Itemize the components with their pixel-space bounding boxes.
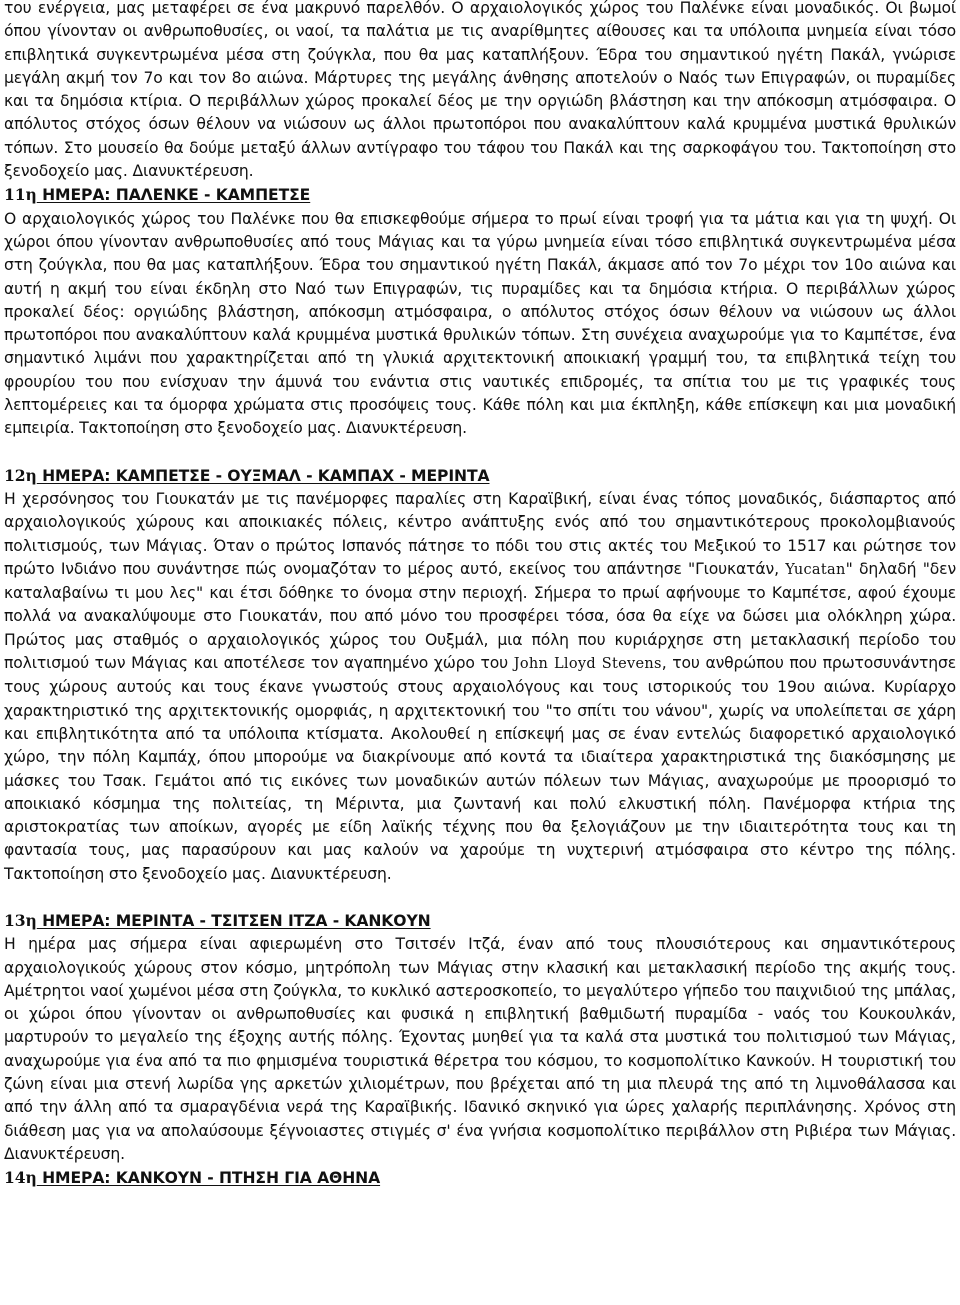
day-12-text-part-a: Η χερσόνησος του Γιουκατάν με τις πανέμορφες παραλίες στη Καραϊβική, είναι ένας τόπος μοναδικός, διάσπαρτος από αρχαιολογικούς χώρους και αποικιακές πόλεις, κέντρο ανάπτυξης ενός από του σημαντικότερους προκολομβιανούς πολιτισμούς, των Μάγιας. Όταν ο πρώτος Ισπανός πάτησε το πόδι του στις ακτές του Μεξικού το 1517 και ρώτησε τον πρώτο Ινδιάνο που συνάντησε πώς ονομαζόταν το μέρος αυτό, εκείνος του απάντησε "Γιουκατάν,	[4, 489, 956, 578]
day-12-text-part-c: , του ανθρώπου που πρωτοσυνάντησε τους χώρους αυτούς και τους έκανε γνωστούς στους αρχαιολόγους και τους ιστορικούς του 19ου αιώνα. Κυρίαρχο χαρακτηριστικό της αρχιτεκτονικής ομορφιάς, η αρχιτεκτονική του "το σπίτι του νάνου", χωρίς να υπολείπεται σε χάρη και επιβλητικότητα από τα υπόλοιπα κτίσματα. Ακολουθεί η επίσκεψή μας σε έναν εντελώς διαφορετικό αρχαιολογικό χώρο, την πόλη Καμπάχ, όπου μπορούμε να διακρίνουμε από κοντά τα ιδιαίτερα χαρακτηριστικά της διακόσμησης με μάσκες του Τσακ. Γεμάτοι από τις εικόνες των μοναδικών αυτών πόλεων των Μάγιας, αναχωρούμε με προορισμό το αποικιακό κόσμημα της πολιτείας, τη Μέριντα, μια ζωντανή και πολύ ελκυστική πόλη. Πανέμορφα κτήρια της αριστοκρατίας των αποίκων, αγορές με είδη λαϊκής τέχνης που θα ξελογιάζουν με την ιδιαιτερότητα τους και τη φαντασία τους, μας παρασύρουν και μας καλούν να χαρούμε τη νυχτερινή ατμόσφαιρα στο κέντρο της πόλης. Τακτοποίηση στο ξενοδοχείο μας. Διανυκτέρευση.	[4, 654, 956, 883]
day-13-paragraph: Η ημέρα μας σήμερα είναι αφιερωμένη στο Τσιτσέν Ιτζά, έναν από τους πλουσιότερους και σημαντικότερους αρχαιολογικούς χώρους στον κόσμο, μητρόπολη των Μάγιας στην κλασική και μετακλασική περίοδο της ακμής τους. Αμέτρητοι ναοί χωμένοι μέσα στη ζούγκλα, το κυκλικό αστεροσκοπείο, το μεγαλύτερο γήπεδο του παιχνιδιού της μπάλας, οι χώροι όπου γίνονταν οι ανθρωποθυσίες και φυσικά η επιβλητική βαθμιδωτή πυραμίδα - ναός του Κουκουλκάν, μαρτυρούν το μεγαλείο της έξοχης αυτής πόλης. Έχοντας μυηθεί για τα καλά στα μυστικά του πολιτισμού των Μάγιας, αναχωρούμε για ένα από τα πιο φημισμένα τουριστικά θέρετρα του κόσμου, το κοσμοπολίτικο Κανκούν. Η τουριστική του ζώνη είναι μια στενή λωρίδα γης αρκετών χιλιομέτρων, που βρέχεται από τη μια πλευρά της από τη λιμνοθάλασσα και από την άλλη από τα σμαραγδένια νερά της Καραϊβικής. Ιδανικό σκηνικό για ώρες χαλαρής περιπλάνησης. Χρόνος στη διάθεση μας για να απολαύσουμε ξέγνοιαστες στιγμές σ' ένα γνήσια κοσμοπολίτικο περιβάλλον στη Ριβιέρα των Μάγιας. Διανυκτέρευση.	[4, 935, 956, 1163]
itinerary-document	[4, 0, 956, 1191]
day-12-title: ΗΜΕΡΑ: ΚΑΜΠΕΤΣΕ - ΟΥΞΜΑΛ - ΚΑΜΠΑΧ - ΜΕΡΙΝΤΑ	[36, 466, 490, 485]
day-13-title: ΗΜΕΡΑ: ΜΕΡΙΝΤΑ - ΤΣΙΤΣΕΝ ΙΤΖΑ - ΚΑΝΚΟΥΝ	[36, 911, 431, 930]
day-11-heading	[4, 183, 956, 207]
stevens-name: John Lloyd Stevens	[513, 656, 662, 673]
day-14-heading	[4, 1166, 956, 1190]
intro-paragraph: του ενέργεια, μας μεταφέρει σε ένα μακρυνό παρελθόν. Ο αρχαιολογικός χώρος του Παλένκε είναι μοναδικός. Οι βωμοί όπου γίνονταν οι ανθρωποθυσίες, οι ναοί, τα παλάτια με τις αναρίθμητες αίθουσες και τα υπόλοιπα μνημεία είναι τόσο επιβλητικά συγκεντρωμένα μέσα στη ζούγκλα, που θα μας καταπλήξουν. Έδρα του σημαντικού ηγέτη Πακάλ, γνώρισε μεγάλη ακμή τον 7ο και τον 8ο αιώνα. Μάρτυρες της μεγάλης άνθησης αποτελούν ο Ναός των Επιγραφών, οι πυραμίδες και τα δημόσια κτίρια. Ο περιβάλλων χώρος προκαλεί δέος με την οργιώδη βλάστηση και την απόκοσμη ατμόσφαιρα. Ο απόλυτος στόχος όσων θέλουν να νιώσουν ως άλλοι πρωτοπόροι που ανακαλύπτουν καλά κρυμμένα μυστικά θρυλικών τόπων. Στο μουσείο θα δούμε μεταξύ άλλων αντίγραφο του τάφου του Πακάλ και της σαρκοφάγου του. Τακτοποίηση στο ξενοδοχείο μας. Διανυκτέρευση.	[4, 0, 956, 181]
day-11-paragraph: Ο αρχαιολογικός χώρος του Παλένκε που θα επισκεφθούμε σήμερα το πρωί είναι τροφή για τα μάτια και για τη ψυχή. Οι χώροι όπου γίνονταν ανθρωποθυσίες από τους Μάγιας και τα γύρω μνημεία είναι τόσο επιβλητικά συγκεντρωμένα μέσα στη ζούγκλα, που θα μας καταπλήξουν. Έδρα του σημαντικού ηγέτη Πακάλ, άκμασε από τον 7ο μέχρι τον 10ο αιώνα και αυτή η ακμή του είναι έκδηλη στο Ναό των Επιγραφών, τις πυραμίδες και τα δημόσια κτήρια. Ο περιβάλλων χώρος προκαλεί δέος: οργιώδης βλάστηση, απόκοσμη ατμόσφαιρα, ο απόλυτος στόχος όσων θέλουν να νιώσουν ως άλλοι πρωτοπόροι που ανακαλύπτουν καλά κρυμμένα μυστικά θρυλικών τόπων. Στη συνέχεια αναχωρούμε για το Καμπέτσε, ένα σημαντικό λιμάνι που χαρακτηρίζεται από τη γλυκιά αρχιτεκτονική αποικιακή γραμμή του, τα επιβλητικά τείχη του φρουρίου του που ενίσχυαν την άμυνά του ενάντια στις ναυτικές επιδρομές, τα σπίτια του με τις γραφικές τους λεπτομέρειες και τα όμορφα χρώματα στις προσόψεις τους. Κάθε πόλη και μια έκπληξη, κάθε επίσκεψη και μια μοναδική εμπειρία. Τακτοποίηση στο ξενοδοχείο μας. Διανυκτέρευση.	[4, 209, 956, 438]
day-12-number: 12η	[4, 465, 37, 485]
day-11-number: 11η	[4, 185, 37, 205]
section-spacer	[4, 441, 956, 464]
yucatan-term: Yucatan	[785, 561, 846, 578]
day-11-title: ΗΜΕΡΑ: ΠΑΛΕΝΚΕ - ΚΑΜΠΕΤΣΕ	[36, 186, 311, 205]
section-spacer	[4, 886, 956, 909]
day-14-number: 14η	[4, 1168, 37, 1188]
day-12-paragraph	[4, 488, 956, 886]
day-14-title: ΗΜΕΡΑ: ΚΑΝΚΟΥΝ - ΠΤΗΣΗ ΓΙΑ ΑΘΗΝΑ	[36, 1169, 381, 1188]
day-12-heading	[4, 464, 956, 488]
day-12-text-part-b: " δηλαδή "δεν καταλαβαίνω τι μου λες" και έτσι δόθηκε το όνομα στην περιοχή. Σήμερα το πρωί αφήνουμε το Καμπέτσε, αφού έχουμε πολλά να ανακαλύψουμε στο Γιουκατάν, που από μόνο του προσφέρει τόσα, όσα θα είχε να δώσει μια ολόκληρη χώρα. Πρώτος μας σταθμός ο αρχαιολογικός χώρος του Ουξμάλ, μια πόλη που κυριάρχησε στη μετακλασική περίοδο του πολιτισμού των Μάγιας και αποτέλεσε τον αγαπημένο χώρο του	[4, 559, 957, 673]
day-13-heading	[4, 909, 956, 933]
day-13-number: 13η	[4, 910, 37, 930]
